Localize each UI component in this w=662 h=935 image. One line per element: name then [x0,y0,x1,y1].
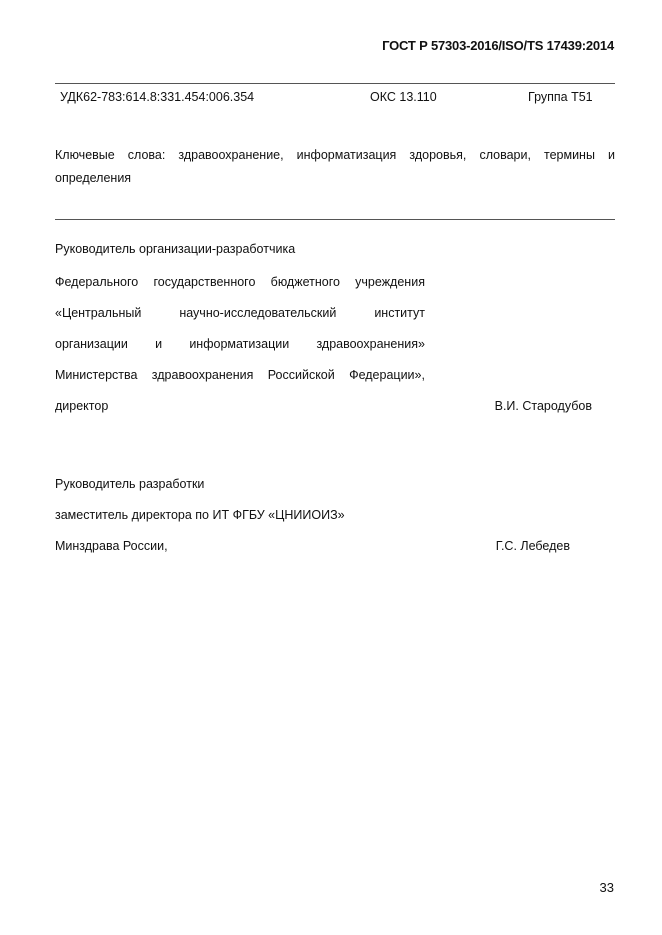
org-word: и [155,337,163,351]
org-word: информатизации [189,337,290,351]
org-word: научно-исследовательский [179,306,337,320]
keywords-divider [55,219,615,220]
org-position: директор [55,399,109,413]
top-divider [55,83,615,84]
dev-head-line-1: заместитель директора по ИТ ФГБУ «ЦНИИОИЗ» [55,508,345,522]
org-word: «Центральный [55,306,142,320]
dev-head-title: Руководитель разработки [55,477,205,491]
keyword-word: и [607,148,615,162]
keyword-word: здравоохранение, [178,148,284,162]
page-number: 33 [599,880,614,895]
keyword-word: слова: [127,148,166,162]
dev-head-line-2: Минздрава России, [55,539,168,553]
dev-signatory-name: Г.С. Лебедев [495,539,570,553]
org-head-title: Руководитель организации-разработчика [55,242,296,256]
document-id: ГОСТ Р 57303-2016/ISO/TS 17439:2014 [382,38,614,53]
org-word: здравоохранения [151,368,254,382]
keyword-word: словари, [479,148,531,162]
org-signature-row [55,399,592,413]
keyword-word: Ключевые [55,148,115,162]
keyword-word: информатизация [296,148,397,162]
udk-code: УДК62-783:614.8:331.454:006.354 [60,90,255,104]
oks-code: ОКС 13.110 [370,90,437,104]
keyword-word: здоровья, [409,148,467,162]
dev-signature-row [55,539,570,553]
org-word: учреждения [355,275,425,289]
org-word: государственного [153,275,256,289]
org-word: бюджетного [270,275,340,289]
org-word: Федерации», [349,368,425,382]
org-line-4 [55,368,425,382]
org-word: Министерства [55,368,138,382]
group-code: Группа Т51 [528,90,593,104]
org-word: Федерального [55,275,139,289]
org-word: Российской [267,368,335,382]
keywords-line-1 [55,148,615,162]
org-word: организации [55,337,128,351]
org-word: институт [374,306,425,320]
org-line-2 [55,306,425,320]
org-word: здравоохранения» [316,337,425,351]
org-line-1 [55,275,425,289]
org-signatory-name: В.И. Стародубов [494,399,592,413]
keywords-line-2: определения [55,171,132,185]
org-line-3 [55,337,425,351]
keyword-word: термины [543,148,595,162]
